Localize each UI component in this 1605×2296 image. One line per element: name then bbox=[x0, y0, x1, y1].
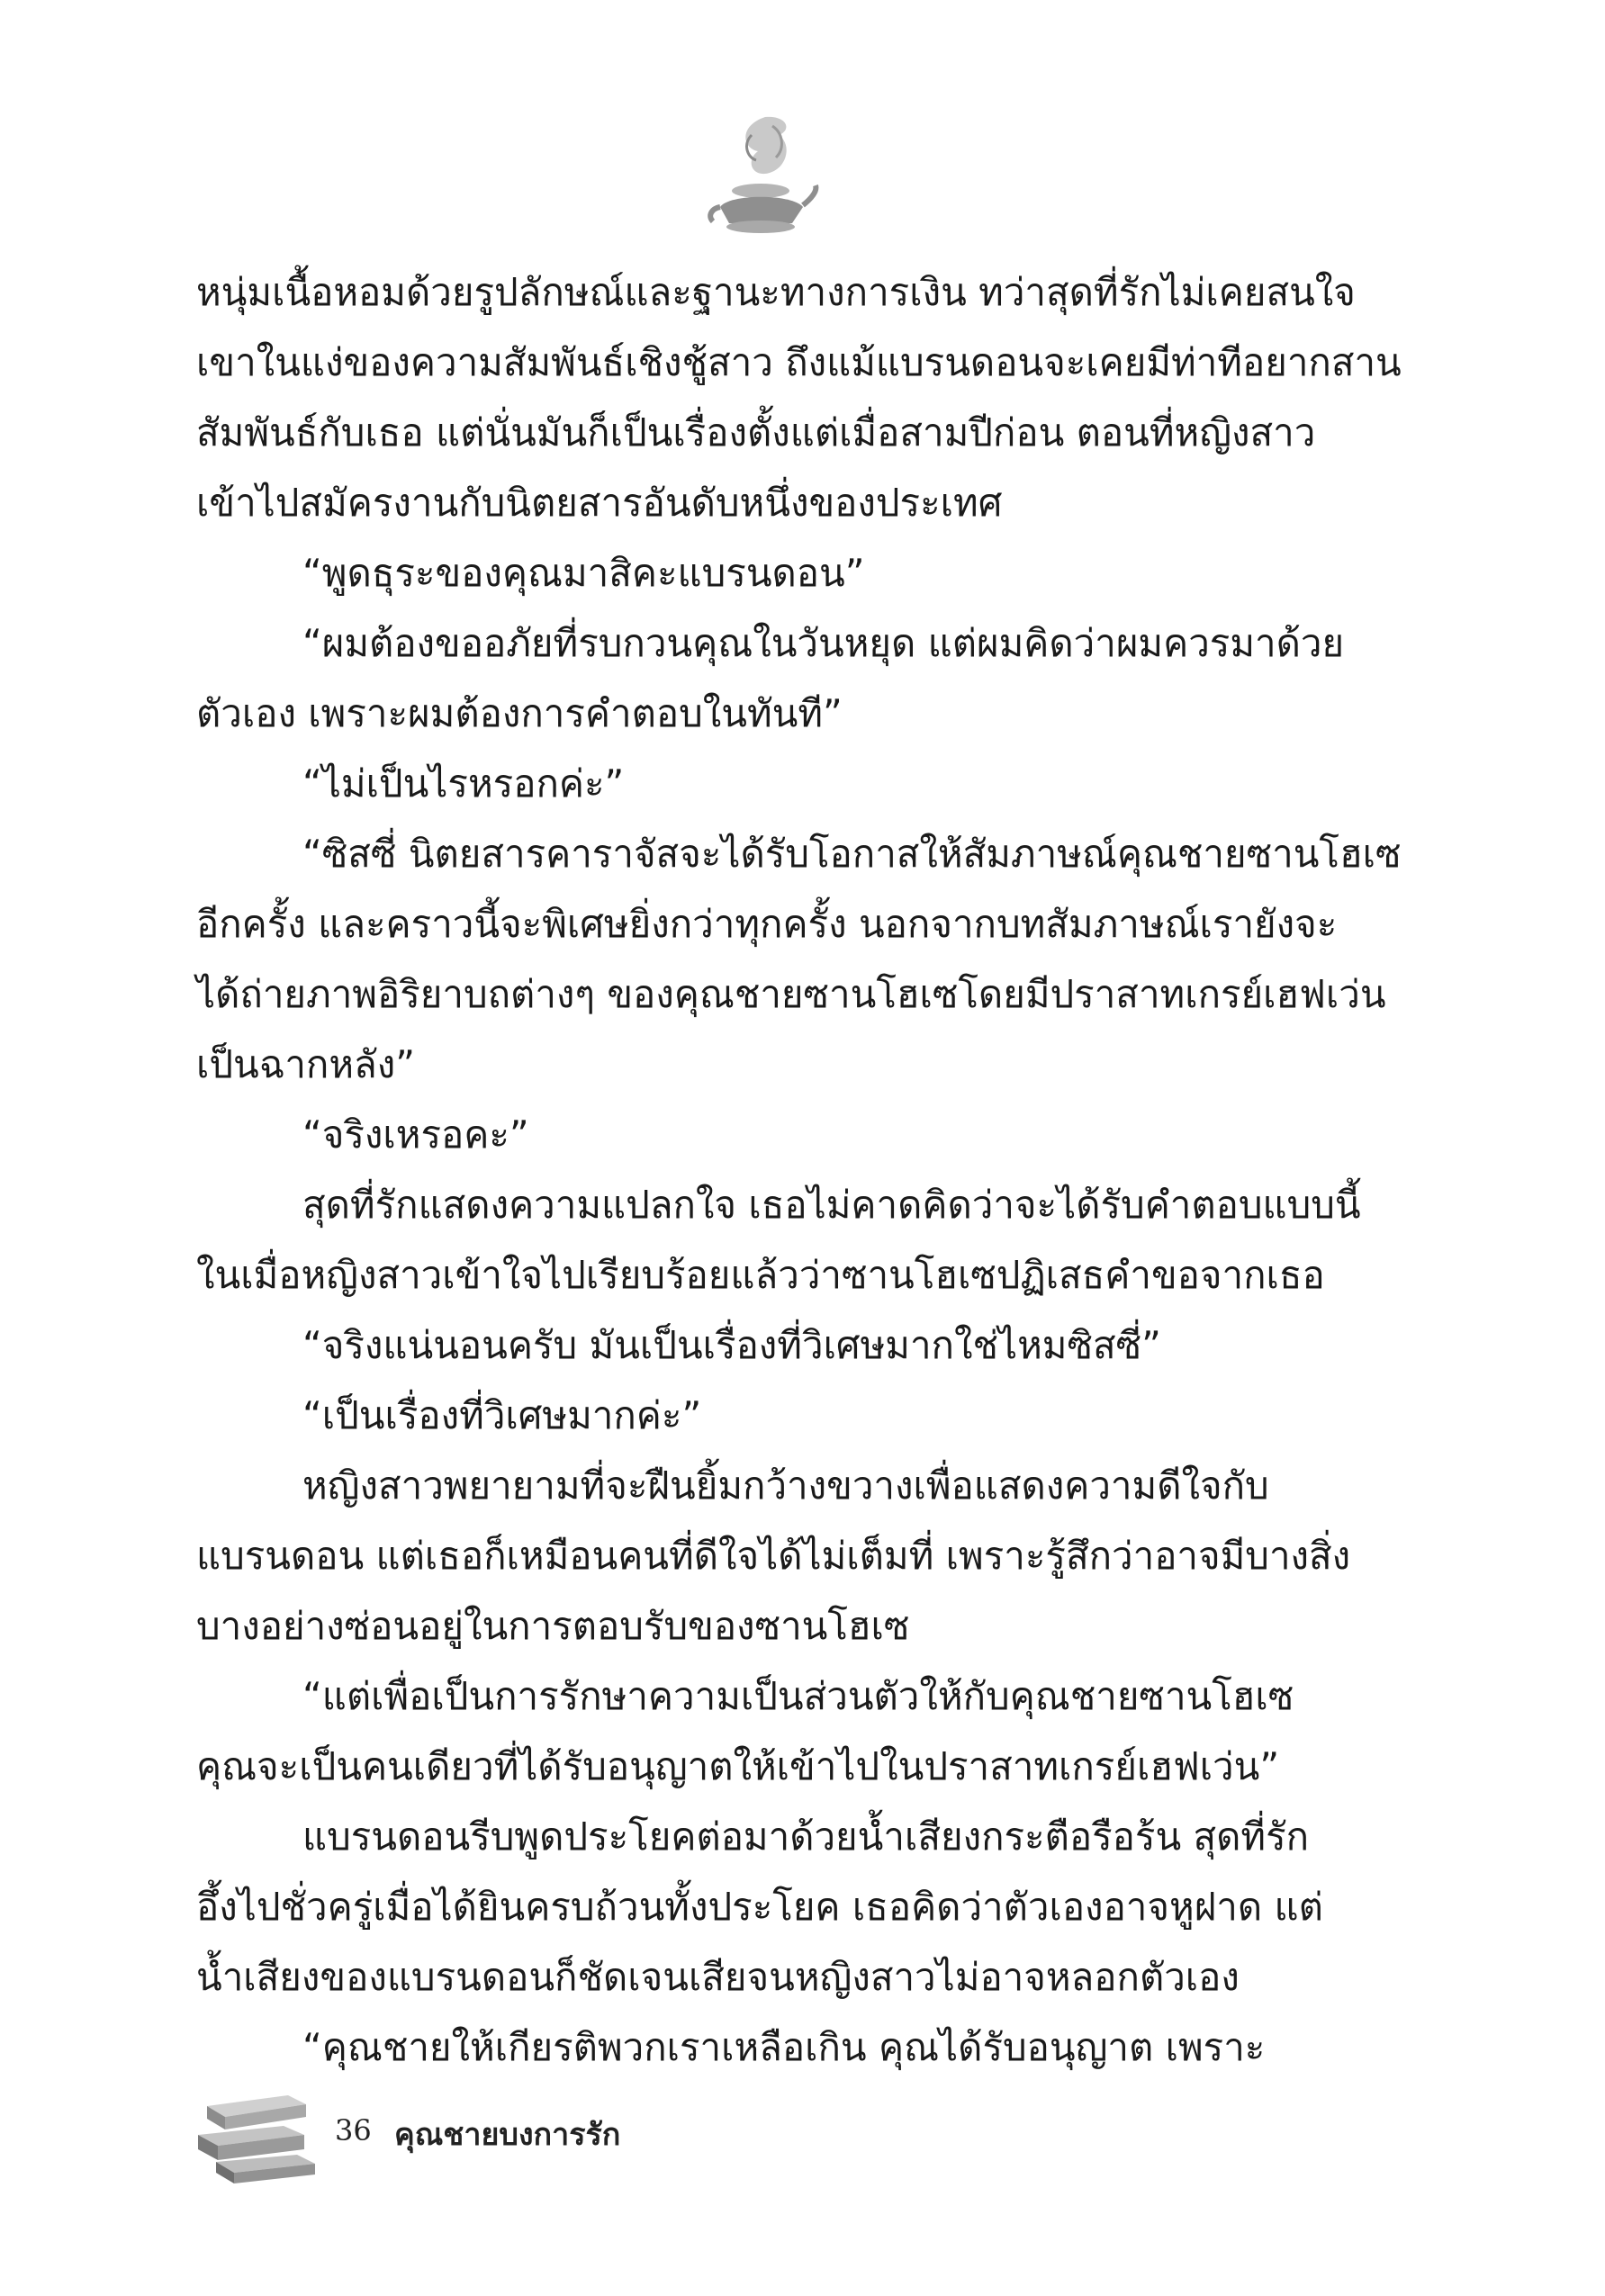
text-line: ได้ถ่ายภาพอิริยาบถต่างๆ ของคุณชายซานโฮเซโดยมีปราสาทเกรย์เฮฟเว่น bbox=[196, 972, 1386, 1016]
page-number: 36 bbox=[335, 2113, 372, 2147]
paragraph-continuation bbox=[196, 679, 1330, 749]
text-line: “จริงแน่นอนครับ มันเป็นเรื่องที่วิเศษมากใช่ไหมซิสซี่” bbox=[302, 1323, 1161, 1367]
paragraph bbox=[196, 608, 1345, 679]
text-line: อีกครั้ง และคราวนี้จะพิเศษยิ่งกว่าทุกครั้ง นอกจากบทสัมภาษณ์เรายังจะ bbox=[196, 902, 1338, 946]
text-line: อึ้งไปชั่วครู่เมื่อได้ยินครบถ้วนทั้งประโยค เธอคิดว่าตัวเองอาจหูฝาด แต่ bbox=[196, 1885, 1323, 1929]
paragraph bbox=[196, 1661, 1330, 1732]
text-line: ในเมื่อหญิงสาวเข้าใจไปเรียบร้อยแล้วว่าซานโฮเซปฏิเสธคำขอจากเธอ bbox=[196, 1253, 1325, 1297]
book-title: คุณชายบงการรัก bbox=[394, 2117, 621, 2153]
text-line: บางอย่างซ่อนอยู่ในการตอบรับของซานโฮเซ bbox=[196, 1604, 910, 1648]
paragraph bbox=[196, 1170, 1361, 1240]
page-footer bbox=[189, 2079, 819, 2187]
text-line: สัมพันธ์กับเธอ แต่นั่นมันก็เป็นเรื่องตั้งแต่เมื่อสามปีก่อน ตอนที่หญิงสาว bbox=[196, 410, 1316, 455]
text-line: “เป็นเรื่องที่วิเศษมากค่ะ” bbox=[302, 1393, 702, 1437]
text-line: แบรนดอน แต่เธอก็เหมือนคนที่ดีใจได้ไม่เต็มที่ เพราะรู้สึกว่าอาจมีบางสิ่ง bbox=[196, 1534, 1351, 1578]
text-line: เป็นฉากหลัง” bbox=[196, 1042, 416, 1086]
text-line: น้ำเสียงของแบรนดอนก็ชัดเจนเสียจนหญิงสาวไม่อาจหลอกตัวเอง bbox=[196, 1955, 1240, 1999]
paragraph-continuation bbox=[196, 1732, 1330, 1802]
paragraph-continuation bbox=[196, 889, 1386, 1100]
text-line: ตัวเอง เพราะผมต้องการคำตอบในทันที” bbox=[196, 691, 843, 735]
magic-lamp-icon bbox=[702, 108, 819, 243]
text-line: แบรนดอนรีบพูดประโยคต่อมาด้วยน้ำเสียงกระตือรือร้น สุดที่รัก bbox=[302, 1814, 1310, 1859]
paragraph bbox=[196, 1381, 1330, 1451]
paragraph bbox=[196, 1310, 1330, 1381]
paragraph bbox=[196, 2012, 1330, 2083]
body-text bbox=[196, 257, 1402, 2083]
text-line: “พูดธุระของคุณมาสิคะแบรนดอน” bbox=[302, 551, 865, 595]
paragraph-continuation bbox=[196, 1872, 1330, 2012]
text-line: เขาในแง่ของความสัมพันธ์เชิงชู้สาว ถึงแม้แบรนดอนจะเคยมีท่าทีอยากสาน bbox=[196, 340, 1402, 384]
paragraph bbox=[196, 538, 1330, 608]
paragraph bbox=[196, 257, 1402, 538]
paragraph bbox=[196, 1100, 1330, 1170]
text-line: สุดที่รักแสดงความแปลกใจ เธอไม่คาดคิดว่าจะได้รับคำตอบแบบนี้ bbox=[302, 1183, 1361, 1227]
text-line: “ไม่เป็นไรหรอกค่ะ” bbox=[302, 761, 625, 806]
text-line: “จริงเหรอคะ” bbox=[302, 1112, 529, 1157]
paragraph bbox=[196, 1802, 1330, 1872]
paragraph bbox=[196, 819, 1402, 889]
paragraph-continuation bbox=[196, 1240, 1330, 1310]
text-line: “คุณชายให้เกียรติพวกเราเหลือเกิน คุณได้รับอนุญาต เพราะ bbox=[302, 2025, 1266, 2069]
paragraph bbox=[196, 749, 1330, 819]
text-line: “ซิสซี่ นิตยสารคาราจัสจะได้รับโอกาสให้สัมภาษณ์คุณชายซานโฮเซ bbox=[302, 832, 1402, 876]
text-line: เข้าไปสมัครงานกับนิตยสารอันดับหนึ่งของประเทศ bbox=[196, 481, 1003, 525]
text-line: หนุ่มเนื้อหอมด้วยรูปลักษณ์และฐานะทางการเงิน ทว่าสุดที่รักไม่เคยสนใจ bbox=[196, 270, 1356, 314]
books-stack-icon bbox=[189, 2079, 324, 2187]
paragraph-continuation bbox=[196, 1521, 1351, 1661]
paragraph bbox=[196, 1451, 1330, 1521]
text-line: “ผมต้องขออภัยที่รบกวนคุณในวันหยุด แต่ผมคิดว่าผมควรมาด้วย bbox=[302, 621, 1345, 665]
text-line: คุณจะเป็นคนเดียวที่ได้รับอนุญาตให้เข้าไปในปราสาทเกรย์เฮฟเว่น” bbox=[196, 1744, 1280, 1788]
text-line: “แต่เพื่อเป็นการรักษาความเป็นส่วนตัวให้กับคุณชายซานโฮเซ bbox=[302, 1674, 1294, 1718]
text-line: หญิงสาวพยายามที่จะฝืนยิ้มกว้างขวางเพื่อแสดงความดีใจกับ bbox=[302, 1463, 1269, 1508]
